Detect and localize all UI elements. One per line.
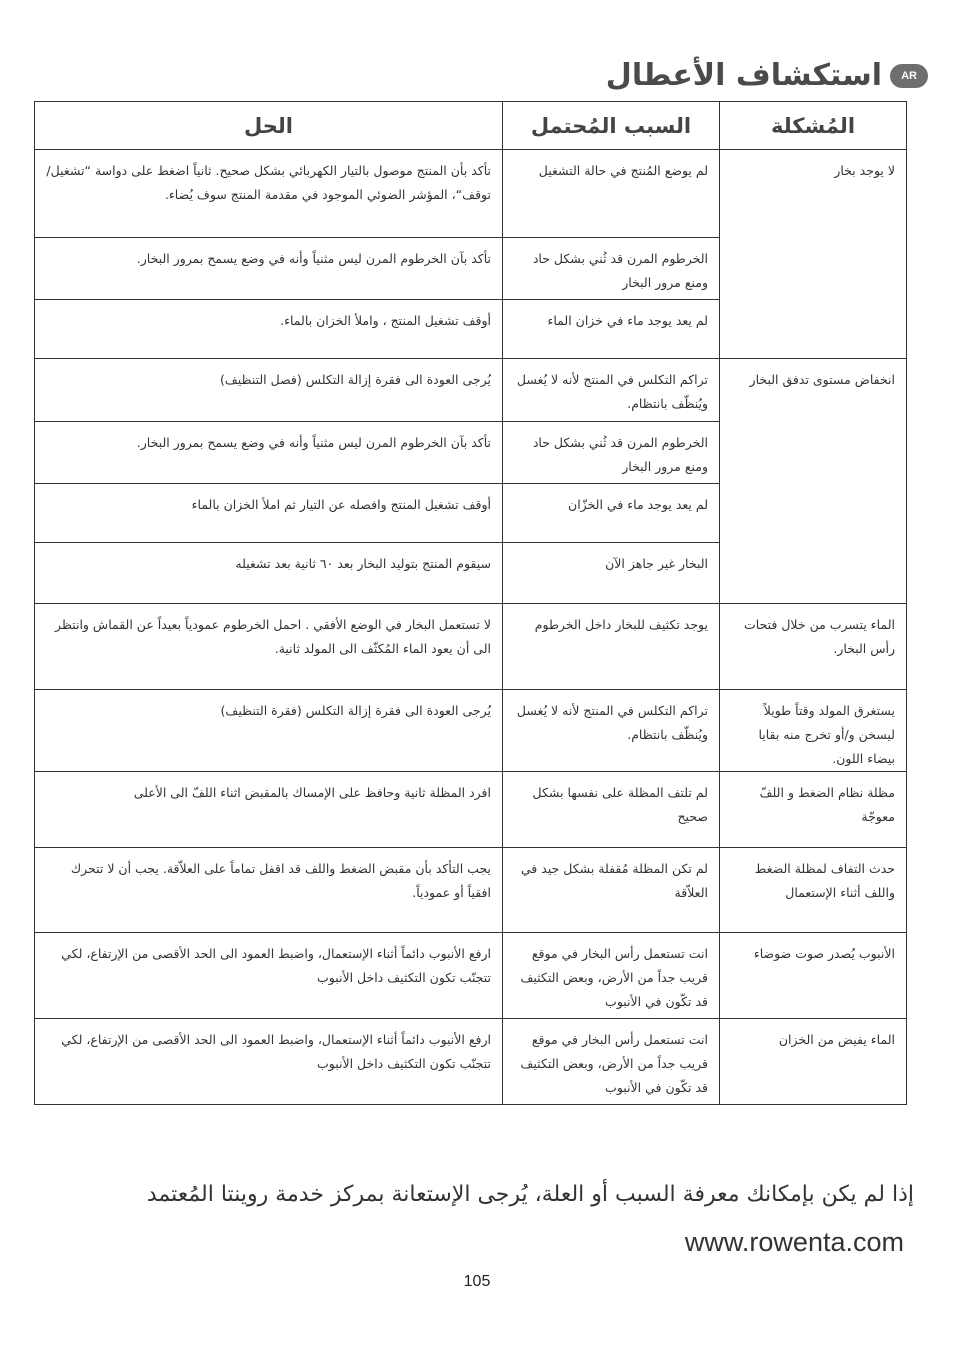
solution-cell: سيقوم المنتج بتوليد البخار بعد ٦٠ ثانية بعد تشغيله — [35, 543, 503, 604]
cause-cell: لم يعد يوجد ماء في الخزّان — [503, 484, 720, 543]
table-row — [35, 359, 907, 422]
solution-cell: ارفع الأنبوب دائماً أثناء الإستعمال، واضبط العمود الى الحد الأقصى من الإرتفاع، لكي تتجنّب تكون التكثيف داخل الأنبوب — [35, 1019, 503, 1105]
solution-cell: افرد المظلة ثانية وحافظ على الإمساك بالمقبض اثناء اللفّ الى الأعلى — [35, 772, 503, 848]
page-number: 105 — [463, 1273, 491, 1290]
cause-cell: لم يوضع المُنتج في حالة التشغيل — [503, 150, 720, 238]
solution-cell: ارفع الأنبوب دائماً أثناء الإستعمال، واضبط العمود الى الحد الأقصى من الإرتفاع، لكي تتجنّب تكون التكثيف داخل الأنبوب — [35, 933, 503, 1019]
problem-cell: الأنبوب يُصدر صوت ضوضاء — [720, 933, 907, 1019]
solution-cell: تأكد بآن الخرطوم المرن ليس مثنياً وأنه في وضع يسمح بمرور البخار. — [35, 422, 503, 484]
page-header — [606, 58, 928, 94]
problem-cell: الماء يفيض من الخزان — [720, 1019, 907, 1105]
table-row — [35, 848, 907, 933]
table-row — [35, 150, 907, 238]
table-row — [35, 772, 907, 848]
table-row — [35, 604, 907, 690]
solution-cell: أوقف تشغيل المنتج وافصله عن التيار ثم املأ الخزان بالماء — [35, 484, 503, 543]
problem-cell: الماء يتسرب من خلال فتحات رأس البخار. — [720, 604, 907, 690]
solution-cell: أوقف تشغيل المنتج ، واملأ الخزان بالماء. — [35, 300, 503, 359]
solution-cell: تأكد بأن المنتج موصول بالتيار الكهربائي بشكل صحيح. ثانياً اضغط على دواسة “تشغيل/توقف“، المؤشر الضوئي الموجود في مقدمة المنتج سوف يُضاء. — [35, 150, 503, 238]
problem-cell: حدث التفاف لمظلة الضغط واللف أثناء الإستعمال — [720, 848, 907, 933]
cause-cell: تراكم التكلس في المنتج لأنه لا يُغسل ويُنظّف بانتظام. — [503, 359, 720, 422]
service-note: إذا لم يكن بإمكانك معرفة السبب أو العلة، يُرجى الإستعانة بمركز خدمة روينتا المُعتمد — [146, 1182, 914, 1207]
website-link[interactable]: www.rowenta.com — [684, 1227, 904, 1257]
cause-cell: لم تلتف المظلة على نفسها بشكل صحيح — [503, 772, 720, 848]
cause-cell: لم تكن المظلة مُقفلة بشكل جيد في العلاّقة — [503, 848, 720, 933]
cause-cell: الخرطوم المرن قد ثُني بشكل حاد ومنع مرور البخار — [503, 238, 720, 300]
solution-cell: يُرجى العودة الى فقرة إزالة التكلس (فقرة التنظيف) — [35, 690, 503, 772]
column-header-cause: السبب المُحتمل — [503, 102, 720, 150]
cause-cell: البخار غير جاهز الآن — [503, 543, 720, 604]
problem-cell: يستغرق المولد وقتاً طويلاً ليسخن و/أو تخرج منه بقايا بيضاء اللون. — [720, 690, 907, 772]
cause-cell: انت تستعمل رأس البخار في موقع قريب جداً من الأرض، وبعض التكثيف قد تكّون في الأنبوب — [503, 1019, 720, 1105]
solution-cell: يُرجى العودة الى فقرة إزالة التكلس (فصل التنظيف) — [35, 359, 503, 422]
troubleshooting-table — [34, 101, 907, 1105]
column-header-solution: الحل — [35, 102, 503, 150]
table-header-row — [35, 102, 907, 150]
solution-cell: لا تستعمل البخار في الوضع الأفقي . احمل الخرطوم عمودياً بعيداً عن القماش وانتظر الى أن يعود الماء المُكثّف الى المولد ثانية. — [35, 604, 503, 690]
solution-cell: تأكد بآن الخرطوم المرن ليس مثنياً وأنه في وضع يسمح بمرور البخار. — [35, 238, 503, 300]
cause-cell: الخرطوم المرن قد ثُني بشكل حاد ومنع مرور البخار — [503, 422, 720, 484]
cause-cell: يوجد تكثيف للبخار داخل الخرطوم — [503, 604, 720, 690]
cause-cell: لم يعد يوجد ماء في خزان الماء — [503, 300, 720, 359]
problem-cell: انخفاض مستوى تدفق البخار — [720, 359, 907, 604]
problem-cell: مظلة نظام الضغط و اللفّ معوجّة — [720, 772, 907, 848]
table-row — [35, 1019, 907, 1105]
page-title: استكشاف الأعطال — [605, 58, 882, 93]
table-row — [35, 690, 907, 772]
problem-cell: لا يوجد بخار — [720, 150, 907, 359]
table-row — [35, 933, 907, 1019]
column-header-problem: المُشكلة — [720, 102, 907, 150]
language-badge: AR — [890, 64, 928, 88]
solution-cell: يجب التأكد بأن مقبض الضغط واللف قد اقفل تماماً على العلاّقة. يجب أن لا تتحرك افقياً أو عمودياً. — [35, 848, 503, 933]
cause-cell: انت تستعمل رأس البخار في موقع قريب جداً من الأرض، وبعض التكثيف قد تكّون في الأنبوب — [503, 933, 720, 1019]
cause-cell: تراكم التكلس في المنتج لأنه لا يُغسل ويُنظّف بانتظام. — [503, 690, 720, 772]
